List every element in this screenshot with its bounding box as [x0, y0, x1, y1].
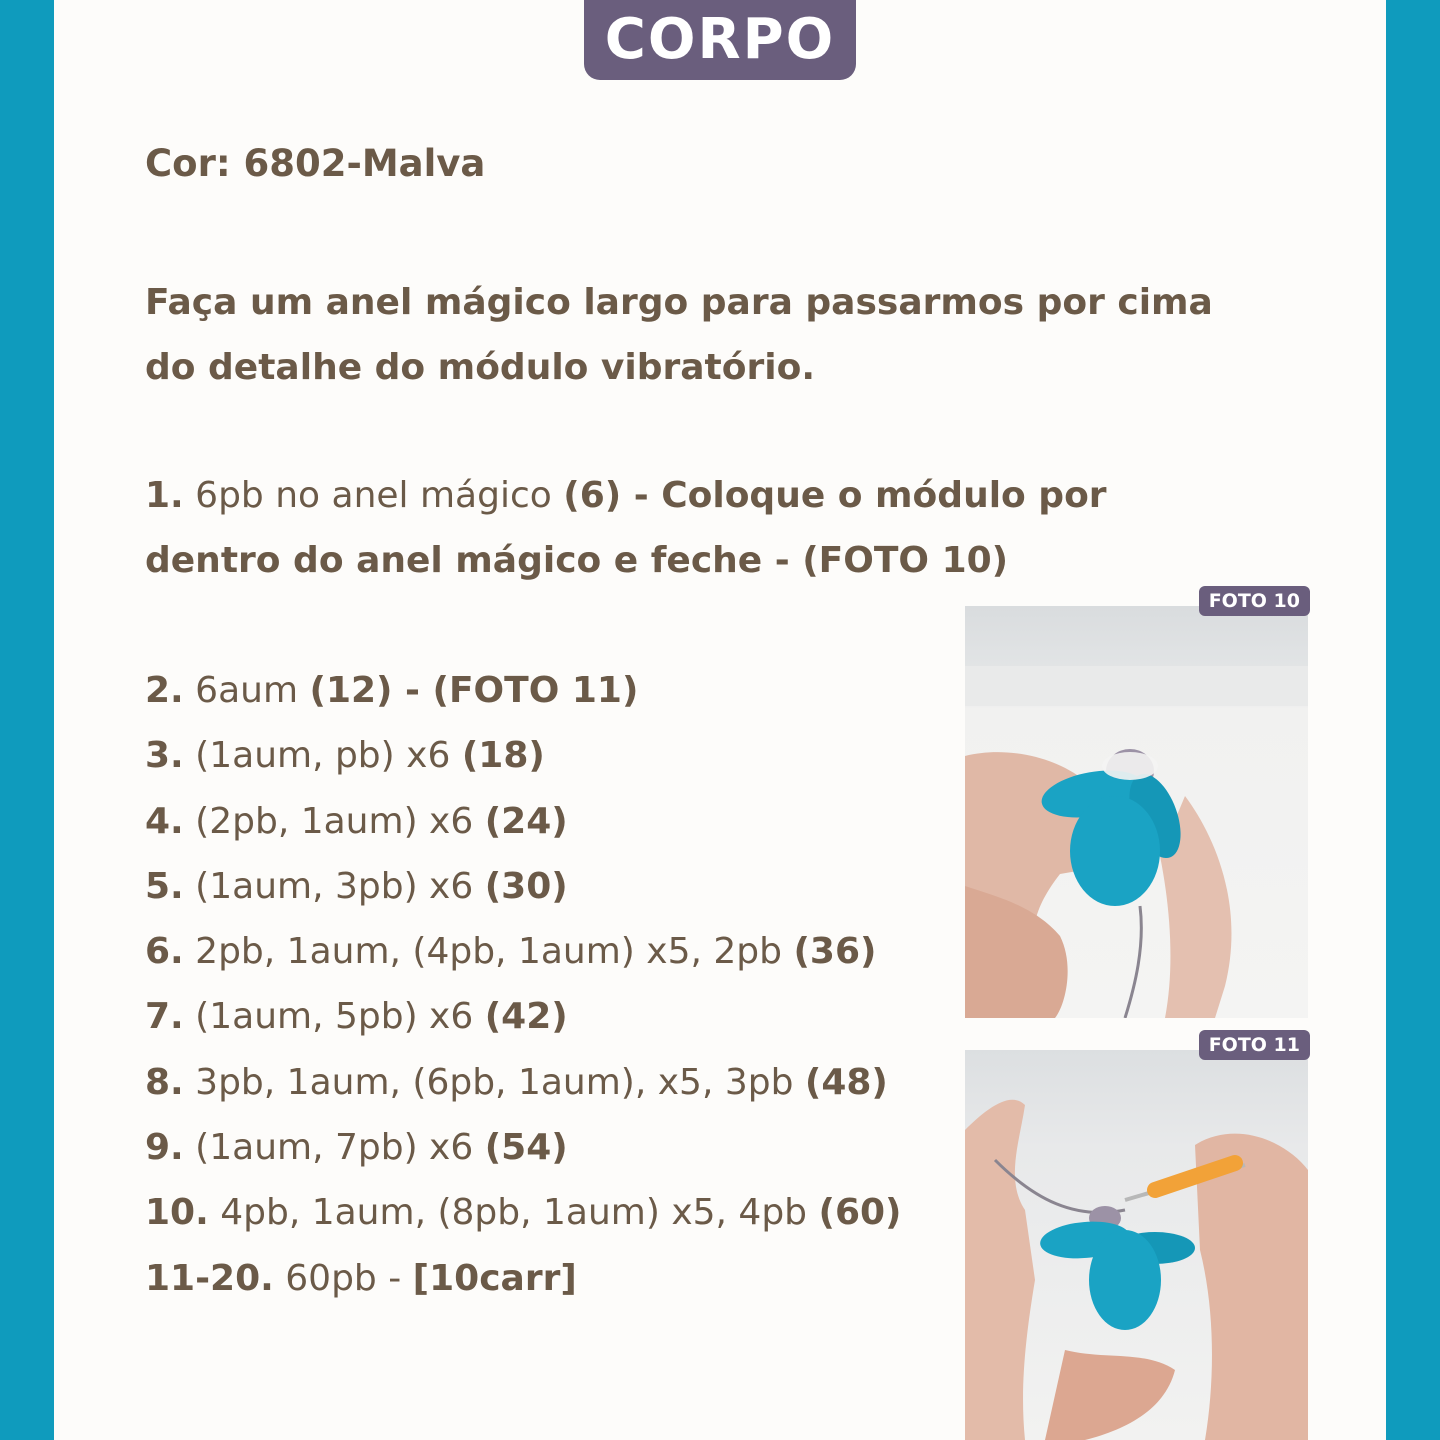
step-number: 5. — [145, 865, 184, 907]
step-instruction: 6pb no anel mágico — [183, 475, 564, 516]
step-row — [145, 1246, 902, 1311]
step-count: (24) — [484, 800, 568, 842]
step-number: 3. — [145, 735, 184, 777]
step-count: (12) — [309, 670, 393, 711]
step-count: (54) — [484, 1127, 568, 1169]
step-instruction: (1aum, 3pb) x6 — [183, 865, 485, 907]
step-instruction: 6aum — [183, 670, 310, 711]
step-count: (18) — [461, 735, 545, 777]
intro-paragraph — [145, 270, 1213, 400]
photo-10 — [965, 590, 1308, 1018]
step-note: - Coloque o módulo por — [621, 475, 1107, 516]
step-number: 7. — [145, 996, 184, 1038]
step-number: 2. — [145, 670, 184, 711]
step-instruction: (1aum, pb) x6 — [183, 735, 462, 777]
step-count: (6) — [563, 475, 622, 516]
yarn-color-line: Cor: 6802-Malva — [145, 142, 486, 185]
step-count: [10carr] — [412, 1257, 577, 1299]
step-count: (48) — [804, 1061, 888, 1103]
step-number: 11-20. — [145, 1257, 274, 1299]
step-number: 10. — [145, 1192, 209, 1234]
step-number: 4. — [145, 800, 184, 842]
step-number: 8. — [145, 1061, 184, 1103]
photo-11-badge: FOTO 11 — [1199, 1030, 1310, 1060]
step-row — [145, 723, 902, 788]
step-note-continued: dentro do anel mágico e feche - (FOTO 10) — [145, 540, 1009, 581]
step-instruction: 2pb, 1aum, (4pb, 1aum) x5, 2pb — [183, 931, 794, 973]
step-row — [145, 1180, 902, 1245]
step-count: (60) — [818, 1192, 902, 1234]
step-row — [145, 1115, 902, 1180]
step-1 — [145, 463, 1107, 593]
section-title: CORPO — [584, 0, 856, 80]
intro-line-1: Faça um anel mágico largo para passarmos por cima — [145, 282, 1213, 323]
step-count: (42) — [484, 996, 568, 1038]
step-instruction: (1aum, 7pb) x6 — [183, 1127, 485, 1169]
step-count: (30) — [484, 865, 568, 907]
step-row — [145, 1050, 902, 1115]
step-number: 6. — [145, 931, 184, 973]
page-card — [54, 0, 1386, 1440]
step-count: (36) — [793, 931, 877, 973]
step-row — [145, 658, 902, 723]
step-instruction: 4pb, 1aum, (8pb, 1aum) x5, 4pb — [208, 1192, 819, 1234]
step-instruction: (2pb, 1aum) x6 — [183, 800, 485, 842]
step-row — [145, 789, 902, 854]
step-row — [145, 984, 902, 1049]
photo-11 — [965, 1034, 1308, 1440]
step-note: - (FOTO 11) — [392, 670, 639, 711]
step-number: 9. — [145, 1127, 184, 1169]
step-instruction: 60pb - — [273, 1257, 413, 1299]
step-instruction: (1aum, 5pb) x6 — [183, 996, 485, 1038]
photo-11-image — [965, 1050, 1308, 1440]
photo-10-badge: FOTO 10 — [1199, 586, 1310, 616]
step-number: 1. — [145, 475, 184, 516]
step-row — [145, 919, 902, 984]
step-row — [145, 854, 902, 919]
step-instruction: 3pb, 1aum, (6pb, 1aum), x5, 3pb — [183, 1061, 805, 1103]
steps-list — [145, 658, 902, 1311]
photo-10-image — [965, 606, 1308, 1018]
intro-line-2: do detalhe do módulo vibratório. — [145, 347, 815, 388]
